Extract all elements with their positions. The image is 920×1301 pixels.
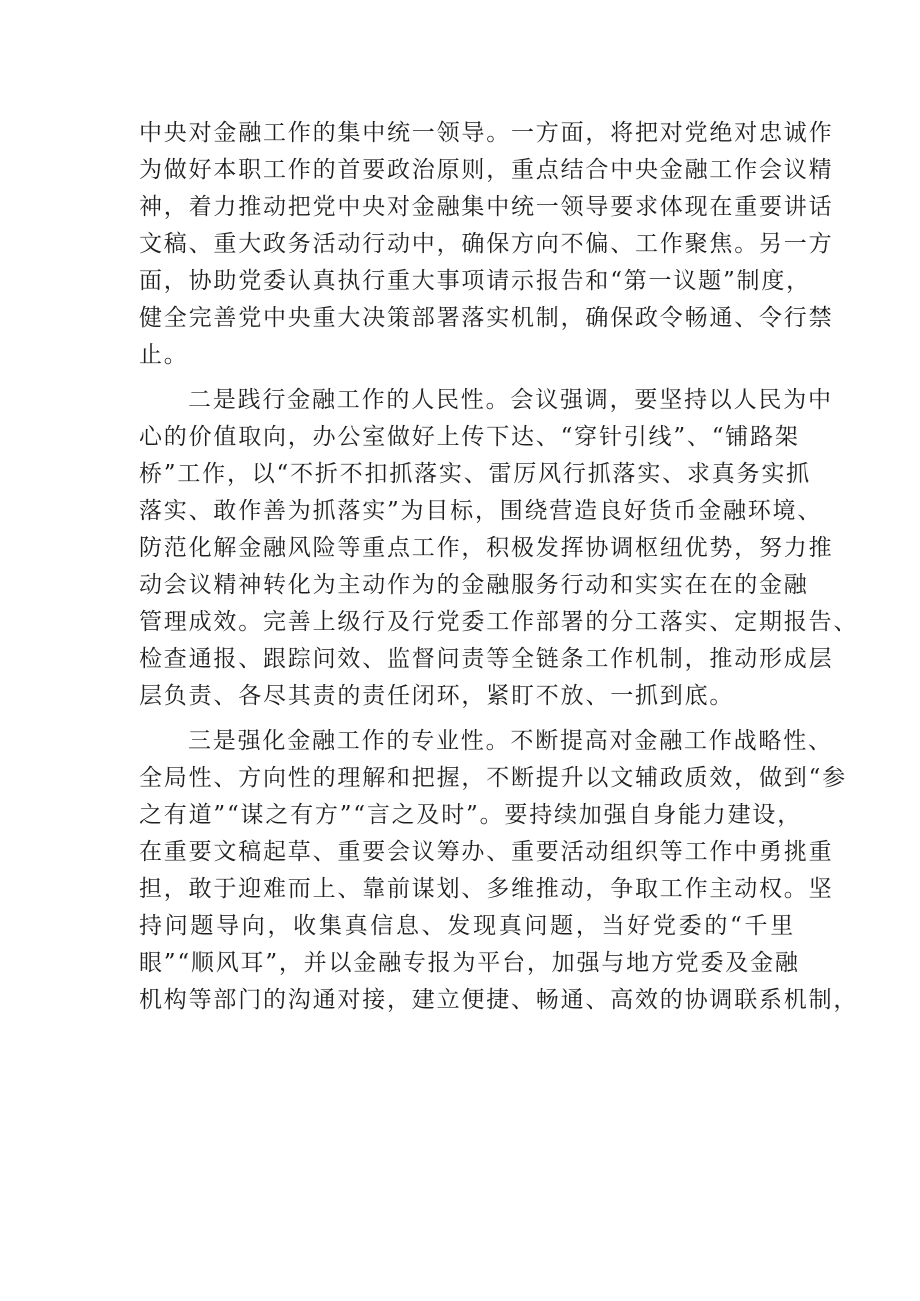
text-line: 健全完善党中央重大决策部署落实机制，确保政令畅通、令行禁 [139,305,834,331]
text-line: 面，协助党委认真执行重大事项请示报告和“第一议题”制度， [139,268,811,294]
text-line: 管理成效。完善上级行及行党委工作部署的分工落实、定期报告、 [139,609,859,635]
text-line: 止。 [139,342,189,368]
document-body [139,115,859,1019]
paragraph-3 [139,723,859,1019]
text-line: 在重要文稿起草、重要会议筹办、重要活动组织等工作中勇挑重 [139,839,834,865]
paragraph-1 [139,115,834,374]
text-line: 桥”工作，以“不折不扣抓落实、雷厉风行抓落实、求真务实抓 [139,461,811,487]
text-line: 层负责、各尽其责的责任闭环，紧盯不放、一抓到底。 [139,683,735,709]
text-line: 为做好本职工作的首要政治原则，重点结合中央金融工作会议精 [139,157,834,183]
text-line: 文稿、重大政务活动行动中，确保方向不偏、工作聚焦。另一方 [139,231,834,257]
text-line: 机构等部门的沟通对接，建立便捷、畅通、高效的协调联系机制， [139,987,859,1013]
text-line: 心的价值取向，办公室做好上传下达、“穿针引线”、“铺路架 [139,424,800,450]
text-line: 二是践行金融工作的人民性。会议强调，要坚持以人民为中 [188,387,833,413]
paragraph-gap [139,374,795,382]
text-line: 全局性、方向性的理解和把握，不断提升以文辅政质效，做到“参 [139,765,847,791]
text-line: 动会议精神转化为主动作为的金融服务行动和实实在在的金融 [139,572,809,598]
text-line: 眼”“顺风耳”，并以金融专报为平台，加强与地方党委及金融 [139,950,800,976]
paragraph-2 [139,382,859,715]
text-line: 神，着力推动把党中央对金融集中统一领导要求体现在重要讲话 [139,194,834,220]
text-line: 防范化解金融风险等重点工作，积极发挥协调枢纽优势，努力推 [139,535,834,561]
paragraph-gap [139,715,795,723]
text-line: 落实、敢作善为抓落实”为目标，围绕营造良好货币金融环境、 [139,498,823,524]
text-line: 担，敢于迎难而上、靠前谋划、多维推动，争取工作主动权。坚 [139,876,834,902]
text-line: 三是强化金融工作的专业性。不断提高对金融工作战略性、 [188,728,833,754]
text-line: 持问题导向，收集真信息、发现真问题，当好党委的“千里 [139,913,795,939]
text-line: 检查通报、跟踪问效、监督问责等全链条工作机制，推动形成层 [139,646,834,672]
text-line: 之有道”“谋之有方”“言之及时”。要持续加强自身能力建设， [139,802,802,828]
text-line: 中央对金融工作的集中统一领导。一方面，将把对党绝对忠诚作 [139,120,834,146]
